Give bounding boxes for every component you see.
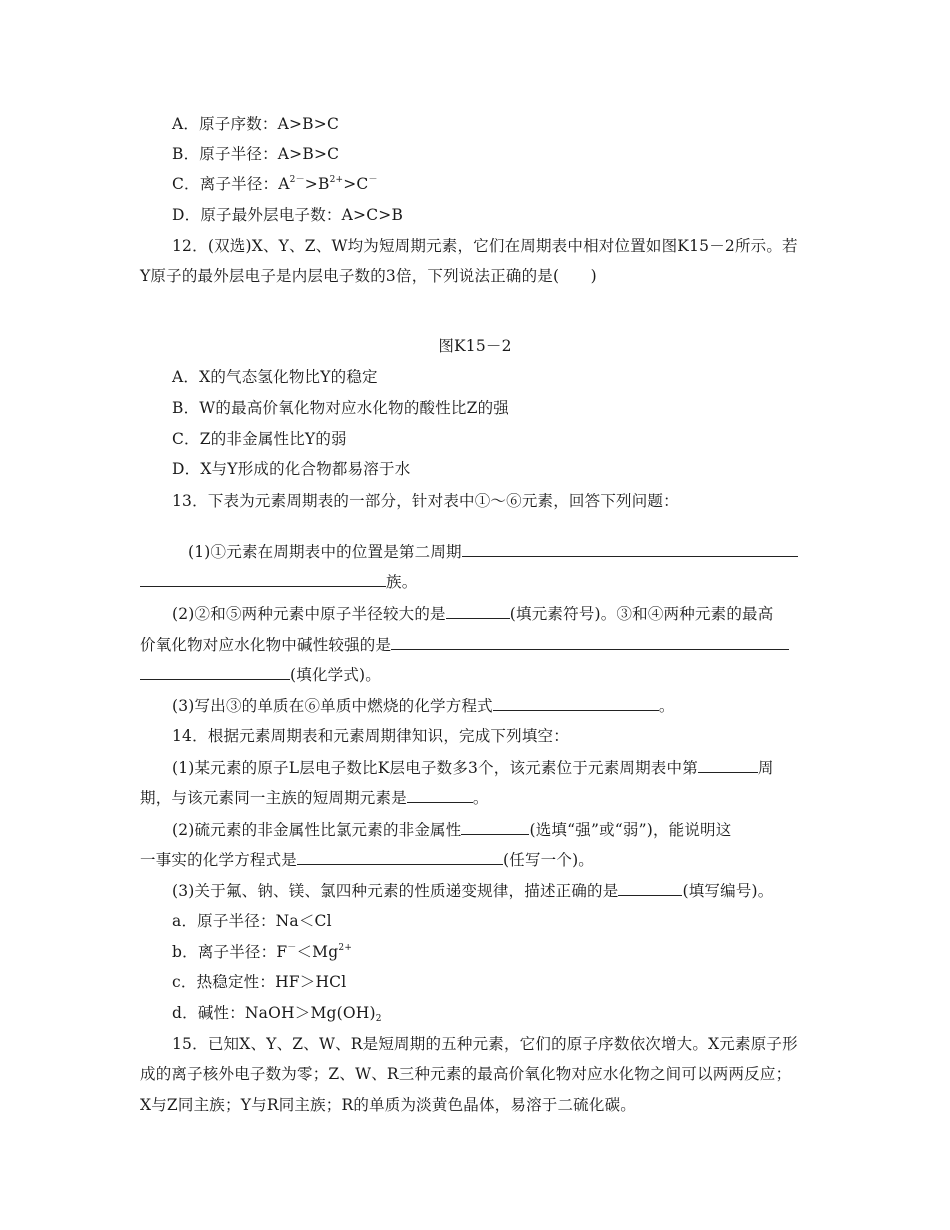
q14-option-b: b．离子半径：$F^-<Mg^{2+}$	[172, 943, 353, 961]
q14-part3: (3)关于氟、钠、镁、氯四种元素的性质递变规律，描述正确的是 (填写编号)。	[172, 882, 774, 900]
q14-part2-line1: (2)硫元素的非金属性比氯元素的非金属性 (选填“强”或“弱”)，能说明这	[172, 821, 732, 839]
q14-part1-line1: (1)某元素的原子L层电子数比K层电子数多3个，该元素位于元素周期表中第 周	[172, 759, 774, 777]
q14-part2-line2: 一事实的化学方程式是 (任写一个)。	[140, 851, 595, 869]
q12-option-a: A．X的气态氢化物比Y的稳定	[172, 368, 378, 386]
q11-option-c: C．离子半径：$A^{2-}>B^{2+}>C^-$	[172, 175, 378, 193]
q14-option-d: d．碱性：$NaOH>Mg(OH)_2$	[172, 1004, 382, 1024]
q13-stem: 13．下表为元素周期表的一部分，针对表中①～⑥元素，回答下列问题：	[172, 492, 679, 510]
q15-stem-line3: X与Z同主族；Y与R同主族；R的单质为淡黄色晶体，易溶于二硫化碳。	[140, 1096, 636, 1114]
q14-option-c: c．热稳定性：HF＞HCl	[172, 973, 347, 991]
answer-blank[interactable]	[462, 541, 798, 557]
q11-option-b: B．原子半径：A>B>C	[172, 145, 340, 163]
q12-option-d: D．X与Y形成的化合物都易溶于水	[172, 460, 411, 478]
q11-option-a: A．原子序数：A>B>C	[172, 115, 340, 133]
q12-option-c: C．Z的非金属性比Y的弱	[172, 430, 347, 448]
q14-stem: 14．根据元素周期表和元素周期律知识，完成下列填空：	[172, 727, 569, 745]
q14-option-a: a．原子半径：Na＜Cl	[172, 912, 332, 930]
answer-blank[interactable]	[446, 603, 510, 619]
q11-option-d: D．原子最外层电子数：A>C>B	[172, 206, 404, 224]
answer-blank[interactable]	[140, 664, 290, 680]
q13-part1-line1: (1)①元素在周期表中的位置是第二周期	[188, 541, 798, 562]
answer-blank[interactable]	[698, 757, 758, 773]
answer-blank[interactable]	[391, 634, 789, 650]
q13-part3: (3)写出③的单质在⑥单质中燃烧的化学方程式 。	[172, 697, 675, 715]
answer-blank[interactable]	[618, 880, 682, 896]
answer-blank[interactable]	[461, 819, 529, 835]
q12-stem-line1: 12．(双选)X、Y、Z、W均为短周期元素，它们在周期表中相对位置如图K15－2所示。若	[172, 237, 798, 255]
q13-part2-line1: (2)②和⑤两种元素中原子半径较大的是 (填元素符号)。③和④两种元素的最高	[172, 605, 774, 623]
q14-part1-line2: 期，与该元素同一主族的短周期元素是 。	[140, 789, 489, 807]
q15-stem-line1: 15．已知X、Y、Z、W、R是短周期的五种元素，它们的原子序数依次增大。X元素原子形	[172, 1035, 798, 1053]
q12-stem-line2: Y原子的最外层电子是内层电子数的3倍，下列说法正确的是( )	[140, 267, 597, 285]
q15-stem-line2: 成的离子核外电子数为零；Z、W、R三种元素的最高价氧化物对应水化物之间可以两两反应；	[140, 1065, 792, 1083]
q13-part1-line2: 族。	[140, 571, 417, 592]
answer-blank[interactable]	[140, 571, 386, 587]
q13-part2-line3: (填化学式)。	[140, 664, 381, 685]
answer-blank[interactable]	[493, 695, 659, 711]
q13-part2-line2: 价氧化物对应水化物中碱性较强的是	[140, 634, 789, 655]
answer-blank[interactable]	[297, 849, 503, 865]
q12-figure-caption: 图K15－2	[438, 337, 512, 355]
answer-blank[interactable]	[407, 787, 473, 803]
q12-option-b: B．W的最高价氧化物对应水化物的酸性比Z的强	[172, 399, 509, 417]
